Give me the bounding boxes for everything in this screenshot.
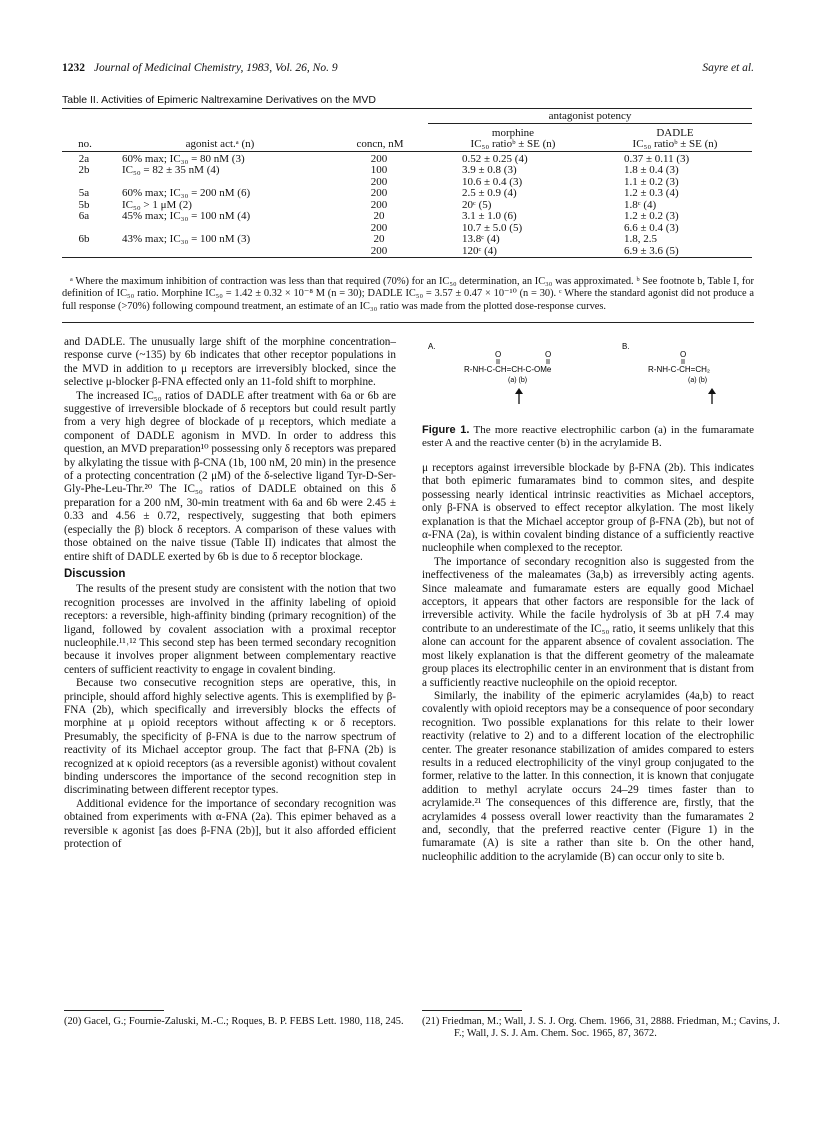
table-row [62,165,752,177]
cell-agonist: 60% max; IC₃₀ = 200 nM (6) [122,187,251,199]
footnote-divider [64,1010,164,1011]
divider [62,322,754,323]
cell-no: 5b [78,198,90,211]
cell-morphine: 3.1 ± 1.0 (6) [462,210,517,222]
cell-no: 5a [78,187,90,199]
paragraph: The increased IC₅₀ ratios of DADLE after treatment with 6a or 6b are suggestive of irreversible blockade of δ receptors but could result partly from a very high degree of blockade of μ receptors, which mediate a component of DADLE agonism in MVD. In order to address this question, an MVD preparation¹⁰ possessing only δ receptors was prepared by alkylating the tissue with β-CNA (1b, 100 nM, 20 min) in the presence of a protecting concentration (2 μM) of the δ-selective ligand Tyr-D-Ser-Gly-Phe-Leu-Thr.²⁰ The IC₅₀ ratios of DADLE obtained on this δ preparation for a 200 nM, 30-min treatment with 6a and 6b were 2.45 ± 0.33 and 4.56 ± 0.72, respectively, suggesting that both epimers (especially the β) block δ receptors. A comparison of these values with those obtained on the naive tissue (Table II) indicates that almost the entire shift of DADLE exerted by 6b is due to δ receptor blockage. [64,389,396,563]
cell-agonist: 43% max; IC₃₀ = 100 nM (3) [122,233,251,245]
table-footnote: ᵃ Where the maximum inhibition of contraction was less than that required (70%) for an IC₅₀ determination, an IC₃₀ was approximated. ᵇ See footnote b, Table I, for definition of IC₅₀ ratio. Morphine IC₅₀ = 1.42 ± 0.32 × 10⁻⁸ M (n = 30); DADLE IC₅₀ = 3.57 ± 0.47 × 10⁻¹⁰ (n = 30). ᶜ Where the standard agonist did not produce a full response (>70%) following compound treatment, an estimate of an IC₃₀ ratio was made from the plotted dose-response curves. [62,276,754,312]
cell-concn: 200 [370,221,388,234]
cell-morphine: 10.7 ± 5.0 (5) [462,221,523,234]
section-heading: Discussion [64,567,126,580]
cell-morphine: 13.8ᶜ (4) [462,233,500,245]
column-header-dadle-ratio: IC₅₀ ratioᵇ ± SE (n) [632,138,718,150]
structure-a-label: A. [428,342,436,351]
running-head [62,62,754,78]
cell-morphine: 10.6 ± 0.4 (3) [462,175,523,188]
oxygen-atom: O [680,350,687,359]
reference-21: (21) Friedman, M.; Wall, J. S. J. Org. Chem. 1966, 31, 2888. Friedman, M.; Cavins, J. F.; Wall, J. S. J. Am. Chem. Soc. 1965, 87, 3672. [422,1016,780,1039]
arrow-head-icon [708,388,716,394]
left-column [64,336,396,851]
cell-dadle: 1.2 ± 0.3 (4) [624,187,679,199]
figure-label: Figure 1. [422,424,470,436]
table-header-spacer [62,109,108,124]
cell-concn: 200 [370,198,388,211]
structure-b-formula: R-NH-C-CH=CH₂ [648,365,710,374]
subheader-morphine: morphine [491,126,535,139]
data-table-wrap [62,108,752,258]
cell-agonist: 45% max; IC₃₀ = 100 nM (4) [122,210,251,222]
right-column [422,462,754,864]
cell-agonist [108,246,332,258]
cell-morphine: 2.5 ± 0.9 (4) [462,187,517,199]
cell-morphine: 20ᶜ (5) [462,198,492,211]
table-row [62,234,752,246]
paragraph: Additional evidence for the importance of secondary recognition was obtained from experiments with α-FNA (2a). This epimer behaved as a reversible κ agonist [as does β-FNA (2b)], but it also afforded efficient protection of [64,797,396,851]
cell-no: 6a [78,210,90,222]
table-header-spacer [108,123,332,139]
chemical-structures [422,338,754,420]
cell-agonist: IC₅₀ > 1 μM (2) [122,198,192,211]
structure-b-label: B. [622,342,630,351]
table-row [62,151,752,165]
cell-dadle: 1.2 ± 0.2 (3) [624,210,679,222]
cell-concn: 200 [370,187,388,199]
structure-b-sites: (a) (b) [688,377,708,384]
cell-concn: 200 [370,152,388,165]
cell-dadle: 0.37 ± 0.11 (3) [624,152,690,165]
column-header-agonist: agonist act.ᵃ (n) [185,138,255,150]
oxygen-atom: O [545,350,552,359]
table-header-spacer [332,109,428,124]
reference-20: (20) Gacel, G.; Fournie-Zaluski, M.-C.; Roques, B. P. FEBS Lett. 1980, 118, 245. [64,1016,404,1027]
figure-caption-text: The more reactive electrophilic carbon (a) in the fumaramate ester A and the reactive center (b) in the acrylamide B. [422,424,754,449]
arrow-head-icon [515,388,523,394]
structure-a-formula: R-NH-C-CH=CH-C-OMe [464,365,552,374]
paragraph: The importance of secondary recognition also is suggested from the ineffectiveness of the maleamates (3a,b) as irreversibly acting agents. Since maleamate and fumaramate esters are equally good Michael acceptors, it appears that other factors are responsible for the lack of irreversible activity. While the facile hydrolysis of 3b at pH 7.4 may contribute to an underestimate of the IC₅₀ ratio, it seems unlikely that this alone can account for the apparent absence of covalent association. The most likely explanation is that the different geometry of the maleamate group places its electrophilic center in an environment that is distant from a sufficiently reactive nucleophile on the opioid receptor. [422,555,754,689]
table-row [62,246,752,258]
cell-dadle: 6.9 ± 3.6 (5) [624,244,679,257]
running-head-authors: Sayre et al. [702,62,754,74]
paragraph: The results of the present study are consistent with the notion that two recognition processes are involved in the affinity labeling of opioid receptors: a reversible, high-affinity binding (primary recognition) of the ligand, followed by covalent association with a proximal receptor nucleophile.¹¹˒¹² This second step has been termed secondary recognition because it involves proper alignment between complementary reactive centers of sufficient reactivity to engage in covalent binding. [64,583,396,676]
cell-no: 6b [78,233,90,245]
journal-citation: Journal of Medicinal Chemistry, 1983, Vol. 26, No. 9 [93,62,338,74]
cell-morphine: 3.9 ± 0.8 (3) [462,164,517,176]
table-row [62,188,752,200]
paragraph: μ receptors against irreversible blockade by β-FNA (2b). This indicates that both epimeric fumaramates bind to common sites, and despite possessing nearly identical intrinsic reactivities as Michael acceptors, only β-FNA is observed to effect receptor alkylation. The most likely explanation is that the Michael acceptor group of β-FNA (2b), but not of α-FNA (2a), is within covalent binding distance of a sufficiently reactive nucleophile when complexed to the receptor. [422,462,754,555]
table-caption: Table II. Activities of Epimeric Naltrexamine Derivatives on the MVD [62,94,376,106]
figure-1 [422,338,754,420]
cell-dadle: 1.8, 2.5 [624,233,657,245]
table-body [62,151,752,258]
cell-concn: 200 [370,244,388,257]
table-header-spacer [62,123,108,139]
table-row [62,211,752,223]
page-number: 1232 [62,62,85,74]
column-header-no: no. [78,138,92,150]
cell-dadle: 1.8ᶜ (4) [624,198,657,211]
cell-concn: 200 [370,175,388,188]
cell-morphine: 120ᶜ (4) [462,244,497,257]
cell-no: 2a [78,152,90,165]
cell-dadle: 1.8 ± 0.4 (3) [624,164,679,176]
cell-dadle: 6.6 ± 0.4 (3) [624,221,679,234]
cell-agonist: IC₅₀ = 82 ± 35 nM (4) [122,164,220,176]
cell-concn: 100 [370,164,388,176]
cell-concn: 20 [373,210,385,222]
group-header: antagonist potency [428,109,752,124]
subheader-dadle: DADLE [656,126,694,139]
cell-concn: 20 [373,233,385,245]
data-table [62,108,752,258]
cell-no [62,246,108,258]
column-header-concn: concn, nM [356,138,404,150]
structure-a-sites: (a) (b) [508,377,528,384]
cell-agonist: 60% max; IC₃₀ = 80 nM (3) [122,152,245,165]
table-header-spacer [108,109,332,124]
running-head-left [62,62,338,74]
paragraph: Similarly, the inability of the epimeric acrylamides (4a,b) to react covalently with opioid receptors may be a consequence of poor secondary recognition. Two possible explanations for this relate to their lower reactivity (relative to 2) and to a different location of the electrophilic center. The greater resonance stabilization of amides compared to esters results in a reduced electrophilicity of the vinyl group conjugated to the former, relative to the latter. In this connection, it is known that conjugate addition to methyl acrylate occurs 24–29 times faster than to acrylamide.²¹ The consequences of this difference are, firstly, that the acrylamides 4 possess overall lower reactivity than the fumaramates 2 and, secondly, that the preferred reactive center (Figure 1) in the fumaramate (A) is site a rather than site b. On the other hand, nucleophilic addition to the acrylamide (B) can occur only to site b. [422,689,754,863]
figure-caption [422,424,754,450]
cell-no: 2b [78,164,90,176]
footnote-divider [422,1010,522,1011]
paragraph: and DADLE. The unusually large shift of the morphine concentration–response curve (~135) by 6b indicates that other receptor populations in the MVD in addition to μ receptors are irreversibly blocked, since the selective μ-blocker β-FNA effected only an 11-fold shift to morphine. [64,336,396,389]
table-header-spacer [332,123,428,139]
column-header-morphine-ratio: IC₅₀ ratioᵇ ± SE (n) [470,138,556,150]
cell-dadle: 1.1 ± 0.2 (3) [624,175,679,188]
paragraph: Because two consecutive recognition steps are operative, this, in principle, should afford highly selective agents. This is exemplified by β-FNA (2b), which specifically and irreversibly blocks the effects of morphine at μ opioid receptors without affecting κ or δ receptors. Presumably, the specificity of β-FNA is due to the narrow spectrum of reactivity of its Michael acceptor group. The fact that β-FNA (2b) is recognized at κ opioid receptors (as a reversible agonist) without covalent binding underscores the importance of the second recognition step in discriminating between different receptor types. [64,677,396,797]
cell-morphine: 0.52 ± 0.25 (4) [462,152,528,165]
oxygen-atom: O [495,350,502,359]
